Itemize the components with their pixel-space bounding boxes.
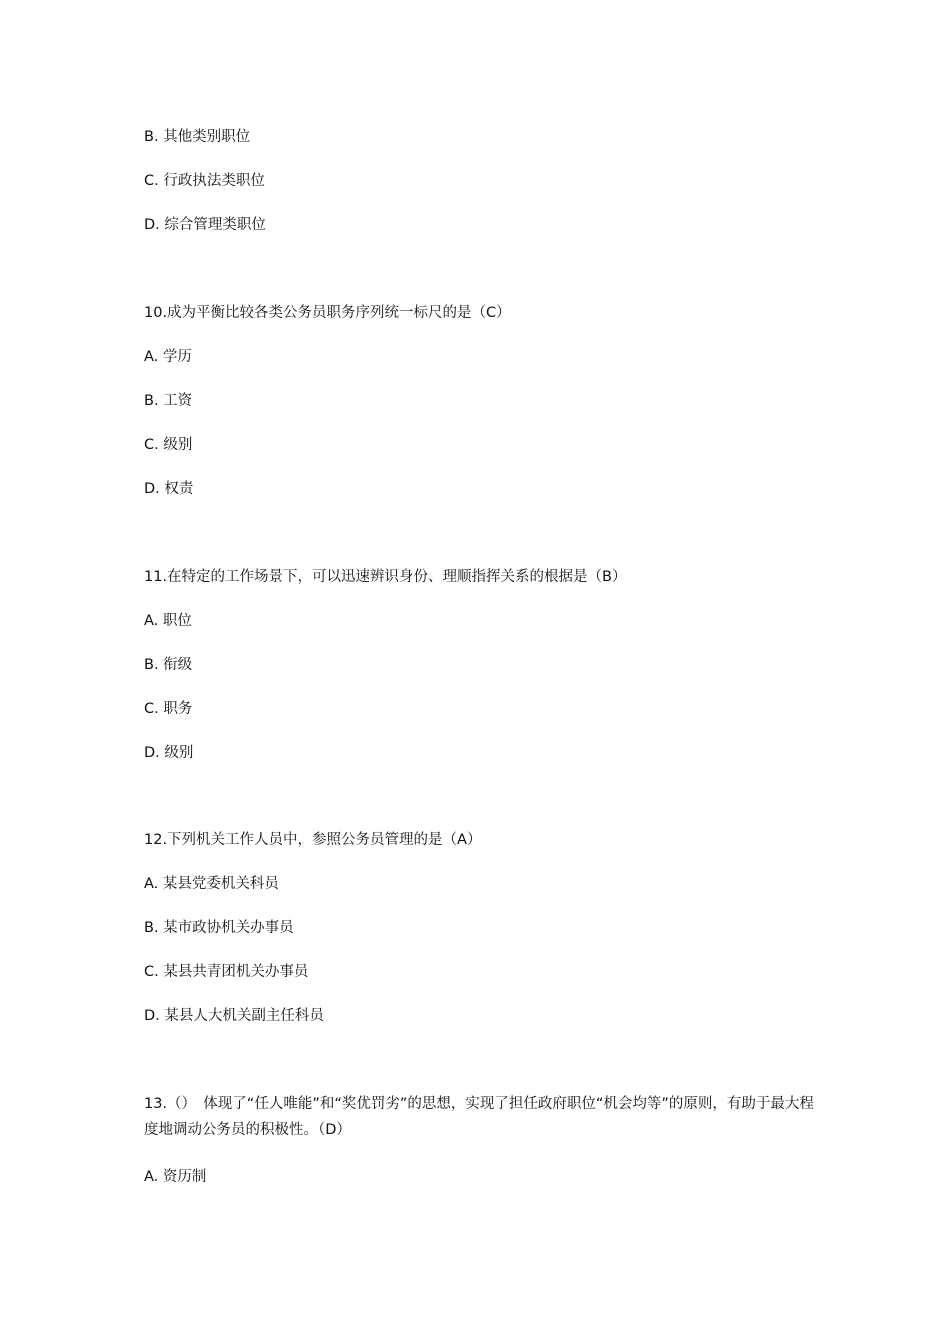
q11-option-c: C. 职务 (144, 701, 193, 717)
q11-option-a: A. 职位 (144, 613, 192, 629)
q12-option-b: B. 某市政协机关办事员 (144, 920, 294, 936)
q10-option-a: A. 学历 (144, 349, 192, 365)
q12-option-d: D. 某县人大机关副主任科员 (144, 1008, 324, 1024)
q9-option-c: C. 行政执法类职位 (144, 173, 265, 189)
q11-stem: 11.在特定的工作场景下，可以迅速辨识身份、理顺指挥关系的根据是（B） (144, 569, 627, 585)
q11-option-b: B. 衔级 (144, 657, 193, 673)
q10-stem: 10.成为平衡比较各类公务员职务序列统一标尺的是（C） (144, 305, 511, 321)
q13-stem: 13.（） 体现了“任人唯能”和“奖优罚劣”的思想，实现了担任政府职位“机会均等”的原则，有助于最大程度地调动公务员的积极性。（D） (144, 1096, 814, 1138)
q12-option-a: A. 某县党委机关科员 (144, 876, 279, 892)
q12-stem: 12.下列机关工作人员中，参照公务员管理的是（A） (144, 832, 482, 848)
q10-option-c: C. 级别 (144, 437, 193, 453)
q12-option-c: C. 某县共青团机关办事员 (144, 964, 309, 980)
q9-option-d: D. 综合管理类职位 (144, 217, 266, 233)
q10-option-d: D. 权责 (144, 481, 194, 497)
q11-option-d: D. 级别 (144, 745, 194, 761)
q10-option-b: B. 工资 (144, 393, 193, 409)
q9-option-b: B. 其他类别职位 (144, 129, 251, 145)
q13-option-a: A. 资历制 (144, 1169, 207, 1185)
